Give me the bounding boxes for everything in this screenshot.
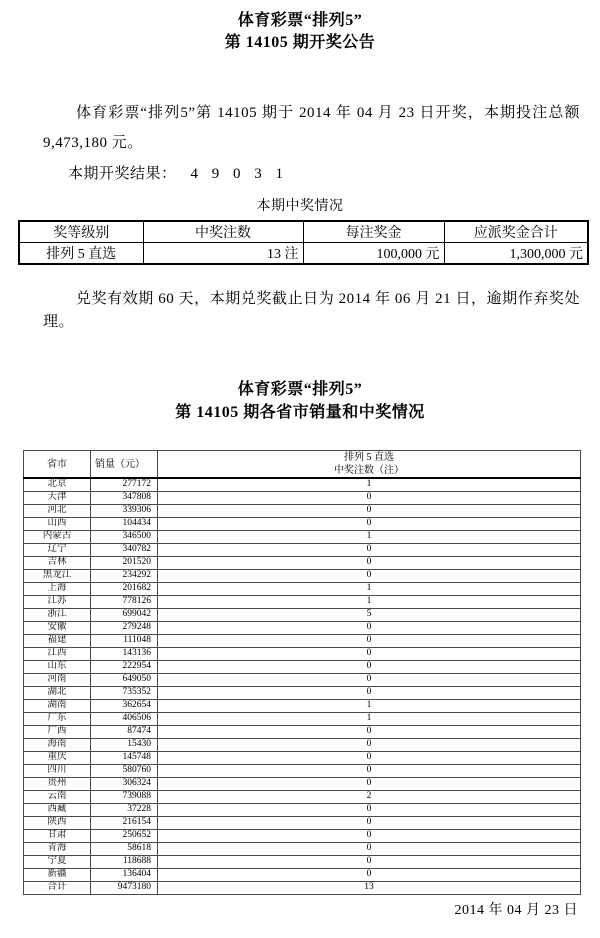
prize-table: [18, 220, 589, 265]
province-table-row: [24, 777, 581, 790]
province-table-row: [24, 712, 581, 725]
cell-wins: 0: [158, 738, 581, 751]
prize-table-caption: 本期中奖情况: [256, 199, 344, 214]
cell-province: 山西: [24, 517, 91, 530]
cell-province: 合计: [24, 881, 91, 894]
notice1-title-line1: 体育彩票“排列5”: [237, 12, 363, 29]
notice1-title-line2: 第 14105 期开奖公告: [224, 34, 376, 51]
redeem-note: 兑奖有效期 60 天，本期兑奖截止日为 2014 年 06 月 21 日，逾期作弃奖处理。: [43, 291, 580, 330]
cell-wins: 0: [158, 868, 581, 881]
cell-sales: 37228: [91, 803, 158, 816]
cell-sales: 346500: [91, 530, 158, 543]
province-table-row: [24, 608, 581, 621]
province-table-row: [24, 543, 581, 556]
province-table-header-row: [24, 451, 581, 479]
cell-wins: 5: [158, 608, 581, 621]
province-table-row: [24, 686, 581, 699]
province-table-row: [24, 595, 581, 608]
header-wins: [158, 451, 581, 479]
cell-province: 甘肃: [24, 829, 91, 842]
cell-province: 吉林: [24, 556, 91, 569]
cell-wins: 0: [158, 725, 581, 738]
cell-province: 重庆: [24, 751, 91, 764]
cell-wins: 0: [158, 816, 581, 829]
province-table-row: [24, 621, 581, 634]
cell-sales: 340782: [91, 543, 158, 556]
cell-province: 海南: [24, 738, 91, 751]
cell-wins: 1: [158, 712, 581, 725]
result-line: [43, 159, 580, 189]
prize-header-level: 奖等级别: [19, 221, 143, 243]
cell-province: 贵州: [24, 777, 91, 790]
prize-header-total: 应派奖金合计: [444, 221, 588, 243]
cell-sales: 118688: [91, 855, 158, 868]
province-table-row: [24, 660, 581, 673]
province-table-row: [24, 725, 581, 738]
header-province: 省市: [24, 451, 91, 479]
cell-sales: 735352: [91, 686, 158, 699]
cell-wins: 1: [158, 699, 581, 712]
result-label: 本期开奖结果：: [68, 166, 177, 182]
prize-cell-amount: 100,000 元: [303, 243, 444, 265]
cell-sales: 111048: [91, 634, 158, 647]
cell-wins: 0: [158, 673, 581, 686]
cell-sales: 222954: [91, 660, 158, 673]
province-table-row: [24, 517, 581, 530]
prize-cell-level: 排列 5 直选: [19, 243, 143, 265]
cell-wins: 0: [158, 803, 581, 816]
cell-wins: 1: [158, 478, 581, 491]
province-table-row: [24, 699, 581, 712]
prize-header-count: 中奖注数: [143, 221, 303, 243]
prize-cell-count: 13 注: [143, 243, 303, 265]
cell-sales: 9473180: [91, 881, 158, 894]
cell-sales: 649050: [91, 673, 158, 686]
province-table-row: [24, 842, 581, 855]
winning-numbers: 4 9 0 3 1: [190, 166, 286, 182]
province-table-row: [24, 881, 581, 894]
cell-province: 西藏: [24, 803, 91, 816]
province-table: [23, 450, 581, 895]
cell-wins: 0: [158, 634, 581, 647]
cell-sales: 406506: [91, 712, 158, 725]
cell-province: 江苏: [24, 595, 91, 608]
province-table-row: [24, 491, 581, 504]
cell-sales: 87474: [91, 725, 158, 738]
cell-province: 安徽: [24, 621, 91, 634]
cell-sales: 306324: [91, 777, 158, 790]
cell-sales: 201520: [91, 556, 158, 569]
cell-province: 宁夏: [24, 855, 91, 868]
cell-sales: 699042: [91, 608, 158, 621]
cell-province: 云南: [24, 790, 91, 803]
cell-province: 四川: [24, 764, 91, 777]
cell-sales: 279248: [91, 621, 158, 634]
cell-wins: 0: [158, 517, 581, 530]
cell-province: 天津: [24, 491, 91, 504]
province-table-row: [24, 530, 581, 543]
cell-province: 广东: [24, 712, 91, 725]
cell-wins: 13: [158, 881, 581, 894]
cell-sales: 778126: [91, 595, 158, 608]
cell-wins: 0: [158, 777, 581, 790]
prize-header-amount: 每注奖金: [303, 221, 444, 243]
province-table-row: [24, 478, 581, 491]
cell-wins: 0: [158, 569, 581, 582]
cell-sales: 15430: [91, 738, 158, 751]
province-table-row: [24, 504, 581, 517]
cell-province: 浙江: [24, 608, 91, 621]
footer-date: 2014 年 04 月 23 日: [454, 903, 578, 918]
cell-sales: 580760: [91, 764, 158, 777]
cell-province: 江西: [24, 647, 91, 660]
cell-sales: 201682: [91, 582, 158, 595]
cell-sales: 234292: [91, 569, 158, 582]
cell-wins: 0: [158, 504, 581, 517]
intro-paragraph: 体育彩票“排列5”第 14105 期于 2014 年 04 月 23 日开奖，本期投注总额 9,473,180 元。: [43, 105, 580, 151]
province-table-row: [24, 751, 581, 764]
cell-province: 湖北: [24, 686, 91, 699]
cell-sales: 58618: [91, 842, 158, 855]
cell-province: 广西: [24, 725, 91, 738]
cell-province: 陕西: [24, 816, 91, 829]
cell-wins: 0: [158, 842, 581, 855]
cell-sales: 347808: [91, 491, 158, 504]
cell-sales: 250652: [91, 829, 158, 842]
province-table-row: [24, 647, 581, 660]
cell-wins: 0: [158, 647, 581, 660]
cell-wins: 0: [158, 855, 581, 868]
cell-province: 河南: [24, 673, 91, 686]
cell-wins: 0: [158, 491, 581, 504]
cell-sales: 739088: [91, 790, 158, 803]
cell-wins: 0: [158, 751, 581, 764]
notice2-title-line2: 第 14105 期各省市销量和中奖情况: [175, 404, 425, 421]
notice2-title: [0, 378, 600, 424]
cell-wins: 2: [158, 790, 581, 803]
province-table-row: [24, 634, 581, 647]
cell-wins: 1: [158, 582, 581, 595]
province-table-row: [24, 673, 581, 686]
cell-province: 内蒙古: [24, 530, 91, 543]
province-table-row: [24, 855, 581, 868]
cell-wins: 0: [158, 543, 581, 556]
cell-province: 河北: [24, 504, 91, 517]
cell-wins: 1: [158, 595, 581, 608]
cell-province: 新疆: [24, 868, 91, 881]
province-table-row: [24, 790, 581, 803]
header-wins-line2: 中奖注数（注）: [334, 465, 404, 476]
cell-province: 北京: [24, 478, 91, 491]
cell-sales: 362654: [91, 699, 158, 712]
province-table-row: [24, 829, 581, 842]
cell-wins: 0: [158, 556, 581, 569]
cell-wins: 0: [158, 660, 581, 673]
prize-cell-total: 1,300,000 元: [444, 243, 588, 265]
province-table-row: [24, 569, 581, 582]
prize-table-row: [19, 243, 588, 265]
cell-province: 青海: [24, 842, 91, 855]
cell-sales: 136404: [91, 868, 158, 881]
header-wins-line1: 排列 5 直选: [344, 452, 394, 463]
prize-table-header-row: [19, 221, 588, 243]
cell-province: 山东: [24, 660, 91, 673]
cell-wins: 1: [158, 530, 581, 543]
province-table-row: [24, 868, 581, 881]
cell-sales: 339306: [91, 504, 158, 517]
cell-wins: 0: [158, 686, 581, 699]
province-table-row: [24, 816, 581, 829]
cell-wins: 0: [158, 764, 581, 777]
cell-sales: 216154: [91, 816, 158, 829]
province-table-row: [24, 738, 581, 751]
cell-province: 上海: [24, 582, 91, 595]
province-table-row: [24, 582, 581, 595]
cell-province: 黑龙江: [24, 569, 91, 582]
notice1-title: [0, 10, 600, 54]
cell-wins: 0: [158, 829, 581, 842]
header-sales: 销量（元）: [91, 451, 158, 479]
cell-wins: 0: [158, 621, 581, 634]
cell-sales: 145748: [91, 751, 158, 764]
cell-province: 福建: [24, 634, 91, 647]
cell-province: 辽宁: [24, 543, 91, 556]
cell-sales: 104434: [91, 517, 158, 530]
cell-sales: 143136: [91, 647, 158, 660]
notice2-title-line1: 体育彩票“排列5”: [237, 381, 363, 398]
province-table-row: [24, 803, 581, 816]
cell-sales: 277172: [91, 478, 158, 491]
province-table-row: [24, 556, 581, 569]
province-table-row: [24, 764, 581, 777]
province-table-body: [24, 478, 581, 894]
cell-province: 湖南: [24, 699, 91, 712]
